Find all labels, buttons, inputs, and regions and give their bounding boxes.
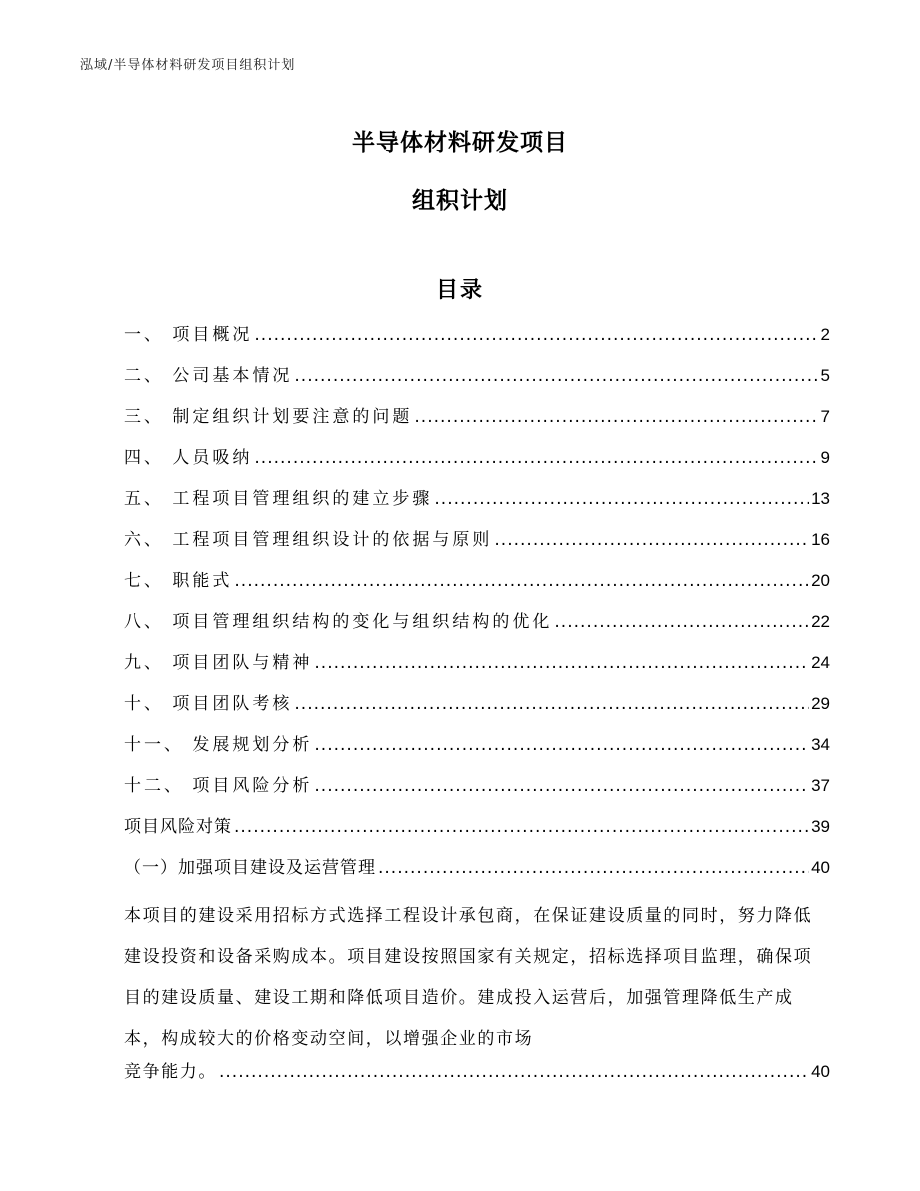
toc-entry-label: 六、 工程项目管理组织设计的依据与原则 (124, 530, 493, 550)
toc-entry[interactable] (124, 773, 830, 814)
document-subtitle: 组积计划 (412, 188, 508, 214)
toc-entry-label: 五、 工程项目管理组织的建立步骤 (124, 489, 433, 509)
toc-entry-page: 29 (811, 694, 830, 713)
toc-entry[interactable] (124, 363, 830, 404)
toc-entry[interactable] (124, 732, 830, 773)
toc-leader-dots (219, 1059, 809, 1085)
toc-entry-page: 39 (811, 817, 830, 836)
toc-entry-label: 项目风险对策 (124, 817, 232, 837)
toc-entry-label: 二、 公司基本情况 (124, 366, 293, 386)
toc-entry-page: 20 (811, 571, 830, 590)
toc-entry-page: 5 (820, 366, 830, 385)
toc-leader-dots (314, 650, 809, 676)
toc-leader-dots (554, 609, 809, 635)
toc-entry[interactable] (124, 855, 830, 896)
toc-entry-label: 三、 制定组织计划要注意的问题 (124, 407, 413, 427)
toc-entry[interactable] (124, 322, 830, 363)
toc-entry-page: 16 (811, 530, 830, 549)
toc-entry-page: 24 (811, 653, 830, 672)
toc-entry[interactable] (124, 486, 830, 527)
toc-leader-dots (378, 855, 809, 881)
toc-leader-dots (254, 322, 818, 348)
toc-entry-page: 7 (820, 407, 830, 426)
toc-leader-dots (294, 691, 809, 717)
toc-entry-label: 七、 职能式 (124, 571, 233, 591)
toc-entry-page: 9 (820, 448, 830, 467)
toc-entry-page: 40 (811, 858, 830, 877)
toc-entry-label: 八、 项目管理组织结构的变化与组织结构的优化 (124, 612, 553, 632)
toc-entry-label: 十一、 发展规划分析 (124, 735, 313, 755)
toc-entry-label: 十二、 项目风险分析 (124, 776, 313, 796)
toc-entry[interactable] (124, 650, 830, 691)
toc-entry[interactable] (124, 445, 830, 486)
toc-paragraph-entry-last-line[interactable] (124, 1059, 830, 1085)
toc-entry-page: 2 (820, 325, 830, 344)
toc-leader-dots (434, 486, 809, 512)
toc-leader-dots (414, 404, 818, 430)
toc-entry-page: 37 (811, 776, 830, 795)
toc-leader-dots (314, 732, 809, 758)
document-title: 半导体材料研发项目 (352, 130, 568, 156)
running-header: 泓域/半导体材料研发项目组积计划 (80, 58, 296, 73)
toc-entry[interactable] (124, 609, 830, 650)
toc-leader-dots (294, 363, 818, 389)
toc-paragraph-entry[interactable]: 本项目的建设采用招标方式选择工程设计承包商，在保证建设质量的同时，努力降低建设投资和设备采购成本。项目建设按照国家有关规定，招标选择项目监理，确保项目的建设质量、建设工期和降低项目造价。建成投入运营后，加强管理降低生产成本，构成较大的价格变动空间，以增强企业的市场 (124, 906, 813, 1049)
toc-heading: 目录 (435, 278, 484, 303)
toc-entry[interactable] (124, 404, 830, 445)
toc-entry[interactable] (124, 568, 830, 609)
toc-entry[interactable] (124, 814, 830, 855)
toc-paragraph-page: 40 (811, 1062, 830, 1081)
toc-entry-label: 九、 项目团队与精神 (124, 653, 313, 673)
toc-entry-label: 四、 人员吸纳 (124, 448, 253, 468)
toc-leader-dots (494, 527, 809, 553)
toc-entry-page: 22 (811, 612, 830, 631)
toc-entry[interactable] (124, 691, 830, 732)
toc-entry-label: （一）加强项目建设及运营管理 (124, 858, 376, 878)
toc-leader-dots (314, 773, 809, 799)
toc-entry[interactable] (124, 527, 830, 568)
toc-leader-dots (234, 568, 809, 594)
toc-entry-label: 十、 项目团队考核 (124, 694, 293, 714)
toc-entry-label: 一、 项目概况 (124, 325, 253, 345)
toc-leader-dots (254, 445, 818, 471)
toc-paragraph-last-line-text: 竞争能力。 (124, 1062, 217, 1082)
table-of-contents (124, 322, 830, 896)
toc-leader-dots (234, 814, 809, 840)
toc-entry-page: 34 (811, 735, 830, 754)
toc-entry-page: 13 (811, 489, 830, 508)
